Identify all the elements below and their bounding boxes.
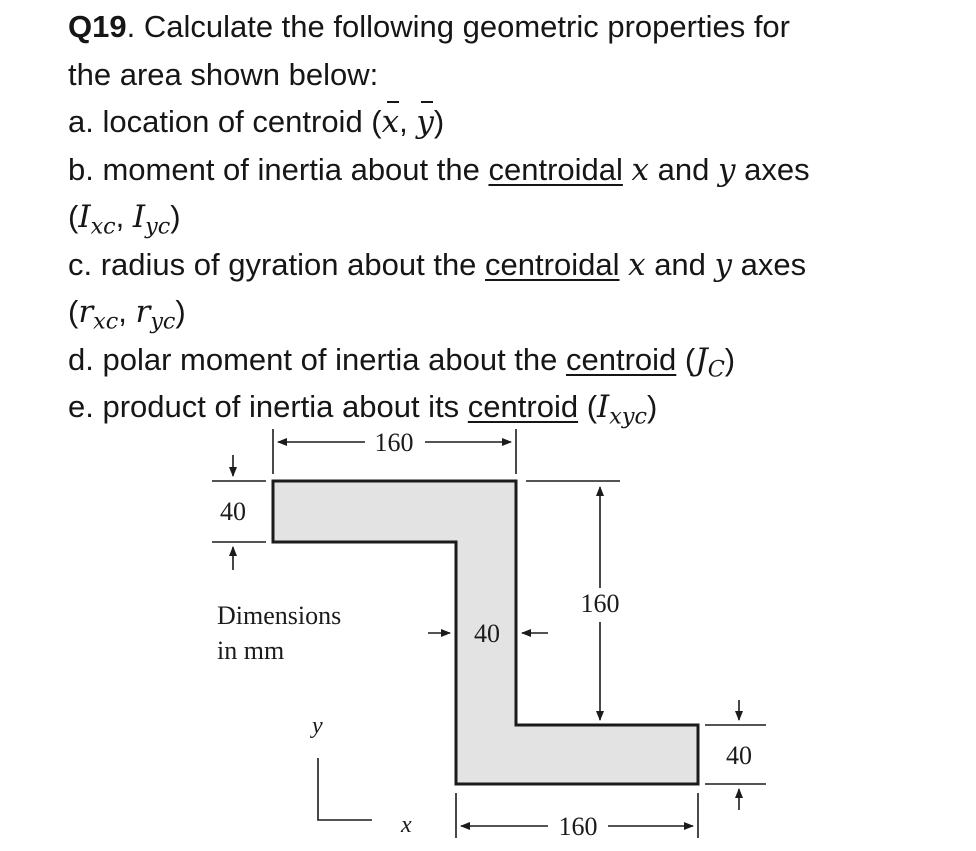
part-c-symbols: ($r_{xc}$, $r_{yc}$) [68,294,186,335]
rxc-subscript: xc [93,308,119,335]
rxc-symbol: r [78,294,94,330]
dim-bottom-label: 160 [558,812,598,841]
part-d-text: d. polar moment of inertia about the [68,341,567,377]
part-b-x-symbol: x [631,151,649,188]
part-b-y-symbol: y [717,151,736,188]
part-a-separator: , [399,104,417,139]
ryc-symbol: r [135,294,151,330]
part-c-and: and [645,246,715,282]
x-axis-label: x [401,812,412,838]
part-b-axes: axes [735,151,810,187]
part-e-centroid-underlined: centroid [467,389,579,424]
question-intro: . Calculate the following geometric properties for [126,9,790,44]
dim-top-label: 160 [374,428,414,457]
dim-height-label: 160 [580,589,620,618]
part-c-centroidal-underlined: centroidal [485,246,620,282]
dim-left-label: 40 [220,497,246,526]
iyc-symbol: I [132,199,146,235]
ixc-symbol: I [78,199,91,235]
part-a-text: a. location of centroid ( [68,104,382,139]
part-b-centroidal-underlined: centroidal [488,151,623,187]
jc-symbol: J [695,341,708,378]
y-bar-symbol: y [416,99,434,147]
part-b-symbols: ($I_{xc}$, $I_{yc}$) [68,199,181,240]
part-e-text: e. product of inertia about its [68,389,468,424]
question-intro-continued: the area shown below: [68,56,379,92]
ryc-subscript: yc [150,308,176,335]
ixyc-subscript: xyc [609,403,647,430]
ixc-subscript: xc [90,213,116,240]
part-a-close: ) [433,104,445,139]
part-b-text: b. moment of inertia about the [68,151,489,187]
part-c-x-symbol: x [628,246,646,283]
part-d: d. polar moment of inertia about the centroid $(J_C)$ [68,341,736,383]
dim-web-label: 40 [474,619,500,648]
part-c-text: c. radius of gyration about the [68,246,486,282]
part-c-axes: axes [732,246,807,282]
x-bar-symbol: x [382,99,399,147]
y-axis-label: y [312,713,323,739]
jc-subscript: C [707,356,725,383]
units-note-line-1: Dimensions [217,601,342,630]
units-note-line-2: in mm [217,636,285,665]
coordinate-axes [318,758,372,820]
part-d-centroid-underlined: centroid [566,341,677,377]
dim-right-label: 40 [726,741,752,770]
ixyc-symbol: I [597,389,610,425]
question-number: Q19 [68,9,127,44]
iyc-subscript: yc [145,213,171,240]
part-c-y-symbol: y [714,246,733,283]
part-e: e. product of inertia about its centroid $(I_{xyc})$ [68,389,658,430]
part-b-and: and [649,151,718,187]
